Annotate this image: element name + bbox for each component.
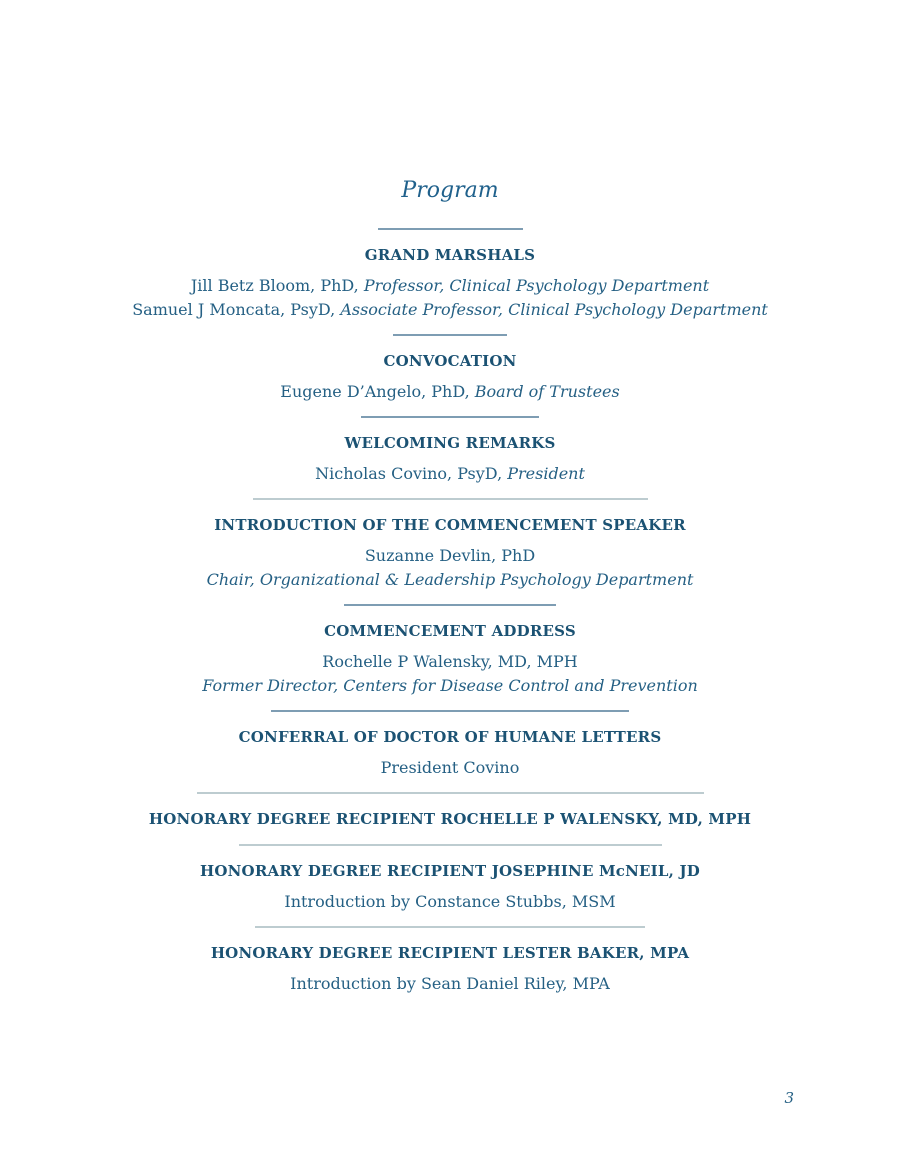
participant-role: Former Director, Centers for Disease Control and Prevention <box>202 676 698 695</box>
participant-line <box>0 890 900 914</box>
participant-name: Samuel J Moncata, PsyD, <box>132 300 341 319</box>
section-heading: GRAND MARSHALS <box>364 246 536 264</box>
participant-role: Associate Professor, Clinical Psychology Department <box>340 300 768 319</box>
participant-line <box>0 650 900 674</box>
divider <box>378 228 523 230</box>
participant-name: Suzanne Devlin, PhD <box>364 546 536 565</box>
section-heading: WELCOMING REMARKS <box>344 434 556 452</box>
section-heading: HONORARY DEGREE RECIPIENT JOSEPHINE McNEIL, JD <box>200 862 700 880</box>
section-heading: HONORARY DEGREE RECIPIENT ROCHELLE P WALENSKY, MD, MPH <box>148 810 752 828</box>
page-number: 3 <box>784 1089 794 1107</box>
section-introduction-speaker <box>0 516 900 592</box>
intro-by: Introduction by Constance Stubbs, MSM <box>284 892 616 911</box>
divider <box>393 334 507 336</box>
section-honorary-walensky <box>0 810 900 828</box>
participant-line <box>0 674 900 698</box>
section-honorary-baker <box>0 944 900 996</box>
divider <box>239 844 662 846</box>
participant-name: Eugene D’Angelo, PhD, <box>280 382 475 401</box>
participant-line <box>0 756 900 780</box>
participant-role: Chair, Organizational & Leadership Psychology Department <box>206 570 694 589</box>
participant-name: Nicholas Covino, PsyD, <box>315 464 508 483</box>
participant-role: Professor, Clinical Psychology Department <box>363 276 710 295</box>
divider <box>197 792 704 794</box>
participant-line <box>0 568 900 592</box>
participant-name: Rochelle P Walensky, MD, MPH <box>322 652 578 671</box>
section-heading: CONFERRAL OF DOCTOR OF HUMANE LETTERS <box>238 728 662 746</box>
section-heading: INTRODUCTION OF THE COMMENCEMENT SPEAKER <box>214 516 686 534</box>
section-heading: HONORARY DEGREE RECIPIENT LESTER BAKER, MPA <box>210 944 690 962</box>
participant-line <box>0 544 900 568</box>
divider <box>271 710 629 712</box>
participant-line <box>0 972 900 996</box>
participant-role: President <box>507 464 585 483</box>
section-grand-marshals <box>0 246 900 322</box>
section-heading: COMMENCEMENT ADDRESS <box>324 622 576 640</box>
section-commencement-address <box>0 622 900 698</box>
divider <box>361 416 539 418</box>
section-convocation <box>0 352 900 404</box>
participant-role: Board of Trustees <box>474 382 620 401</box>
section-welcoming-remarks <box>0 434 900 486</box>
participant-line <box>0 274 900 298</box>
section-honorary-mcneil <box>0 862 900 914</box>
participant-name: President Covino <box>380 758 520 777</box>
intro-by: Introduction by Sean Daniel Riley, MPA <box>290 974 610 993</box>
section-conferral <box>0 728 900 780</box>
participant-line <box>0 298 900 322</box>
section-heading: CONVOCATION <box>383 352 517 370</box>
divider <box>255 926 645 928</box>
participant-line <box>0 462 900 486</box>
divider <box>344 604 556 606</box>
page-title: Program <box>401 178 499 203</box>
participant-name: Jill Betz Bloom, PhD, <box>190 276 364 295</box>
divider <box>253 498 648 500</box>
participant-line <box>0 380 900 404</box>
